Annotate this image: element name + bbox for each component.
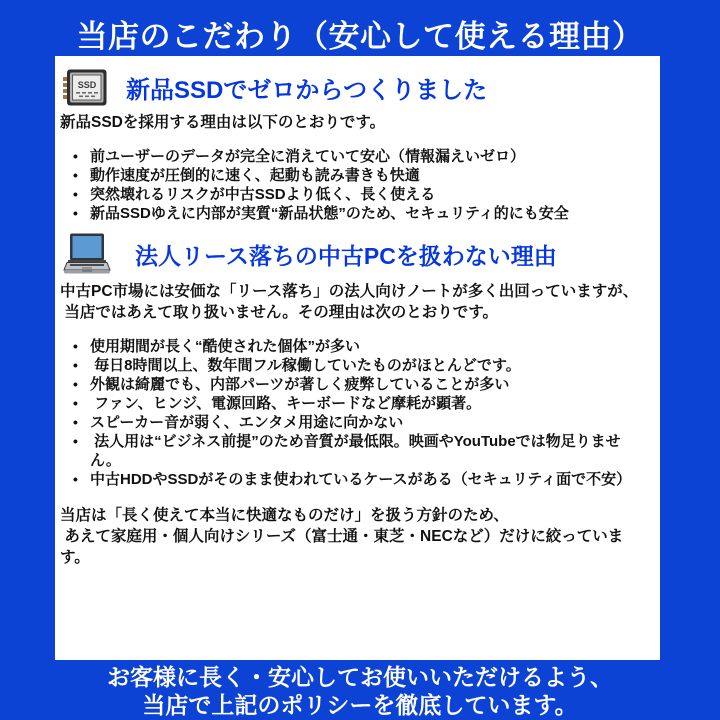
ssd-reasons-list — [60, 147, 650, 223]
intro-line: 当店ではあえて取り扱いません。その理由は次のとおりです。 — [60, 304, 499, 321]
list-item: • 外観は綺麗でも、内部パーツが著しく疲弊していることが多い — [73, 376, 510, 393]
bullet-icon: • — [73, 186, 78, 202]
section-lease-intro — [60, 281, 650, 323]
section-ssd-header — [60, 69, 650, 106]
section-ssd-heading: 新品SSDでゼロからつくりました — [126, 77, 488, 104]
list-item: • 毎日8時間以上、数年間フル稼働していたものがほとんどです。 — [73, 357, 521, 374]
section-ssd-intro — [60, 112, 650, 133]
laptop-icon — [63, 233, 111, 275]
intro-line: 中古PC市場には安価な「リース落ち」の法人向けノートが多く出回っていますが、 — [60, 283, 639, 300]
closing-line: 当店は「長く使えて本当に快適なものだけ」を扱う方針のため、 — [60, 507, 509, 524]
list-item: • スピーカー音が弱く、エンタメ用途に向かない — [73, 414, 404, 431]
ssd-icon-label: SSD — [77, 80, 97, 90]
list-item: • 法人用は“ビジネス前提”のため音質が最低限。映画やYouTubeでは物足りません。 — [73, 433, 621, 469]
list-item: • ファン、ヒンジ、電源回路、キーボードなど摩耗が顕著。 — [73, 395, 482, 412]
list-item: • 突然壊れるリスクが中古SSDより低く、長く使える — [73, 186, 436, 203]
list-item: • 動作速度が圧倒的に速く、起動も読み書きも快適 — [73, 167, 420, 184]
footer-line: 当店で上記のポリシーを徹底しています。 — [142, 692, 578, 718]
bullet-icon: • — [73, 167, 78, 183]
bullet-icon: • — [73, 357, 78, 373]
list-item: • 中古HDDやSSDがそのまま使われているケースがある（セキュリティ面で不安） — [73, 471, 632, 488]
bullet-icon: • — [73, 376, 78, 392]
bullet-icon: • — [73, 433, 78, 449]
page-title: 当店のこだわり（安心して使える理由） — [76, 19, 644, 54]
lease-reasons-list — [60, 337, 650, 489]
bullet-icon: • — [73, 148, 78, 164]
bullet-icon: • — [73, 338, 78, 354]
ssd-icon — [63, 69, 107, 106]
section-lease-header — [60, 233, 650, 275]
list-item: • 新品SSDゆえに内部が実質“新品状態”のため、セキュリティ的にも安全 — [73, 205, 569, 222]
bullet-icon: • — [73, 205, 78, 221]
intro-line: 新品SSDを採用する理由は以下のとおりです。 — [60, 114, 386, 131]
list-item: • 使用期間が長く“酷使された個体”が多い — [73, 338, 361, 355]
footer-banner — [0, 663, 720, 719]
closing-line: あえて家庭用・個人向けシリーズ（富士通・東芝・NECなど）だけに絞っています。 — [60, 528, 624, 566]
content-panel — [55, 56, 660, 660]
list-item: • 前ユーザーのデータが完全に消えていて安心（情報漏えいゼロ） — [73, 148, 526, 165]
footer-line: お客様に長く・安心してお使いいただけるよう、 — [107, 664, 613, 690]
bullet-icon: • — [73, 471, 78, 487]
bullet-icon: • — [73, 414, 78, 430]
bullet-icon: • — [73, 395, 78, 411]
section-lease-heading: 法人リース落ちの中古PCを扱わない理由 — [135, 242, 557, 269]
closing-note — [60, 505, 650, 568]
